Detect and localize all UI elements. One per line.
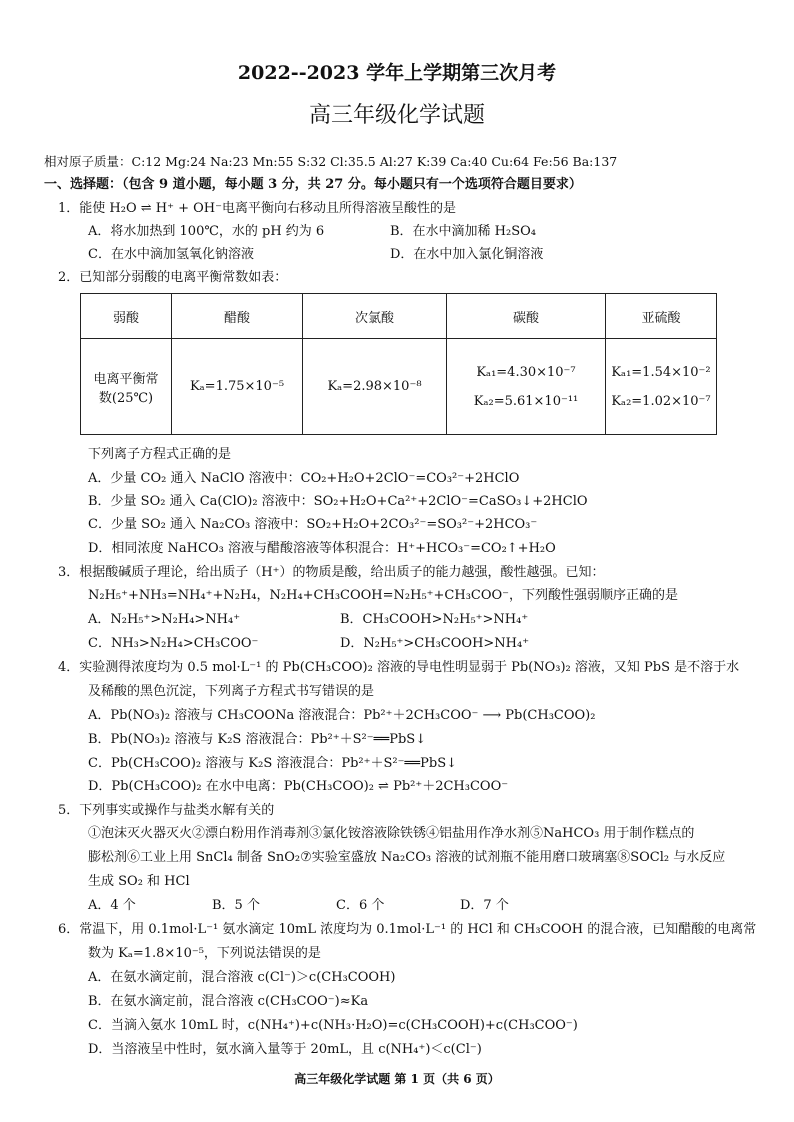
q4-option-a: A．Pb(NO₃)₂ 溶液与 CH₃COONa 溶液混合：Pb²⁺＋2CH₃COO⁻ ⟶ Pb(CH₃COO)₂ bbox=[88, 708, 596, 723]
q5-stem: 5．下列事实或操作与盐类水解有关的 bbox=[58, 803, 275, 818]
carbonic-ka2: Kₐ₂=5.61×10⁻¹¹ bbox=[473, 393, 579, 409]
table-header-cell: 弱酸 bbox=[81, 294, 172, 339]
carbonic-ka1: Kₐ₁=4.30×10⁻⁷ bbox=[476, 364, 576, 380]
table-header-cell: 次氯酸 bbox=[303, 294, 447, 339]
table-header-cell: 醋酸 bbox=[172, 294, 303, 339]
q3-line2: N₂H₅⁺+NH₃=NH₄⁺+N₂H₄，N₂H₄+CH₃COOH=N₂H₅⁺+CH₃COO⁻，下列酸性强弱顺序正确的是 bbox=[88, 588, 679, 603]
q6-option-d: D．当溶液呈中性时，氨水滴入量等于 20mL，且 c(NH₄⁺)＜c(Cl⁻) bbox=[88, 1042, 482, 1057]
q1-option-b: B．在水中滴加稀 H₂SO₄ bbox=[390, 224, 537, 239]
atomic-masses: 相对原子质量：C:12 Mg:24 Na:23 Mn:55 S:32 Cl:35.5 Al:27 K:39 Ca:40 Cu:64 Fe:56 Ba:137 bbox=[44, 154, 618, 169]
sulfurous-ka2: Kₐ₂=1.02×10⁻⁷ bbox=[611, 393, 711, 409]
row-label bbox=[81, 339, 172, 435]
q4-line2: 及稀酸的黑色沉淀，下列离子方程式书写错误的是 bbox=[88, 684, 375, 699]
sulfurous-ka1: Kₐ₁=1.54×10⁻² bbox=[611, 364, 711, 380]
page-footer: 高三年级化学试题 第 1 页（共 6 页） bbox=[294, 1072, 500, 1086]
ionization-constant-table bbox=[80, 293, 717, 435]
q1-option-d: D．在水中加入氯化铜溶液 bbox=[390, 247, 544, 262]
q5-line2: ①泡沫灭火器灭火②漂白粉用作消毒剂③氯化铵溶液除铁锈④铝盐用作净水剂⑤NaHCO₃ 用于制作糕点的 bbox=[88, 826, 695, 841]
q6-option-a: A．在氨水滴定前，混合溶液 c(Cl⁻)＞c(CH₃COOH) bbox=[88, 970, 396, 985]
q5-option-a: A．4 个 bbox=[88, 898, 136, 913]
q2-prompt: 下列离子方程式正确的是 bbox=[88, 447, 232, 462]
q6-stem: 6．常温下，用 0.1mol·L⁻¹ 氨水滴定 10mL 浓度均为 0.1mol·L⁻¹ 的 HCl 和 CH₃COOH 的混合液，已知醋酸的电离常 bbox=[58, 922, 757, 937]
q3-option-c: C．NH₃>N₂H₄>CH₃COO⁻ bbox=[88, 636, 259, 651]
q2-option-d: D．相同浓度 NaHCO₃ 溶液与醋酸溶液等体积混合：H⁺+HCO₃⁻=CO₂↑+H₂O bbox=[88, 541, 556, 556]
q2-option-a: A．少量 CO₂ 通入 NaClO 溶液中：CO₂+H₂O+2ClO⁻=CO₃²⁻+2HClO bbox=[88, 471, 520, 486]
hypochlorous-acid-ka: Kₐ=2.98×10⁻⁸ bbox=[303, 339, 447, 435]
q3-stem: 3．根据酸碱质子理论，给出质子（H⁺）的物质是酸，给出质子的能力越强，酸性越强。已知： bbox=[58, 565, 605, 580]
q2-stem: 2．已知部分弱酸的电离平衡常数如表： bbox=[58, 270, 288, 285]
table-row bbox=[81, 339, 717, 435]
q4-stem: 4．实验测得浓度均为 0.5 mol·L⁻¹ 的 Pb(CH₃COO)₂ 溶液的导电性明显弱于 Pb(NO₃)₂ 溶液，又知 PbS 是不溶于水 bbox=[58, 660, 740, 675]
q3-option-d: D．N₂H₅⁺>CH₃COOH>NH₄⁺ bbox=[340, 636, 530, 651]
q5-option-c: C．6 个 bbox=[336, 898, 385, 913]
exam-title: 2022--2023 学年上学期第三次月考 bbox=[237, 62, 557, 84]
q1-option-a: A．将水加热到 100℃，水的 pH 约为 6 bbox=[88, 224, 325, 239]
q3-option-a: A．N₂H₅⁺>N₂H₄>NH₄⁺ bbox=[88, 612, 241, 627]
q6-line2: 数为 Kₐ=1.8×10⁻⁵，下列说法错误的是 bbox=[88, 946, 321, 961]
q5-option-b: B．5 个 bbox=[212, 898, 260, 913]
carbonic-acid-ka bbox=[447, 339, 606, 435]
q1-stem: 1．能使 H₂O ⇌ H⁺ + OH⁻电离平衡向右移动且所得溶液呈酸性的是 bbox=[58, 201, 456, 216]
q2-option-c: C．少量 SO₂ 通入 Na₂CO₃ 溶液中：SO₂+H₂O+2CO₃²⁻=SO₃²⁻+2HCO₃⁻ bbox=[88, 517, 538, 532]
table-header-cell: 亚硫酸 bbox=[606, 294, 717, 339]
table-header-row bbox=[81, 294, 717, 339]
sulfurous-acid-ka bbox=[606, 339, 717, 435]
section-heading: 一、选择题：（包含 9 道小题，每小题 3 分，共 27 分。每小题只有一个选项符合题目要求） bbox=[44, 177, 582, 192]
exam-subtitle: 高三年级化学试题 bbox=[308, 103, 485, 128]
q5-line4: 生成 SO₂ 和 HCl bbox=[88, 874, 190, 889]
q4-option-c: C．Pb(CH₃COO)₂ 溶液与 K₂S 溶液混合：Pb²⁺＋S²⁻══PbS↓ bbox=[88, 756, 457, 771]
q6-option-c: C．当滴入氨水 10mL 时，c(NH₄⁺)+c(NH₃·H₂O)=c(CH₃COOH)+c(CH₃COO⁻) bbox=[88, 1018, 578, 1033]
q5-option-d: D．7 个 bbox=[460, 898, 509, 913]
q1-option-c: C．在水中滴加氢氧化钠溶液 bbox=[88, 247, 254, 262]
q4-option-d: D．Pb(CH₃COO)₂ 在水中电离：Pb(CH₃COO)₂ ⇌ Pb²⁺＋2CH₃COO⁻ bbox=[88, 779, 509, 794]
acetic-acid-ka: Kₐ=1.75×10⁻⁵ bbox=[172, 339, 303, 435]
q4-option-b: B．Pb(NO₃)₂ 溶液与 K₂S 溶液混合：Pb²⁺＋S²⁻══PbS↓ bbox=[88, 732, 427, 747]
table-header-cell: 碳酸 bbox=[447, 294, 606, 339]
q3-option-b: B．CH₃COOH>N₂H₅⁺>NH₄⁺ bbox=[340, 612, 529, 627]
q5-line3: 膨松剂⑥工业上用 SnCl₄ 制备 SnO₂⑦实验室盛放 Na₂CO₃ 溶液的试剂瓶不能用磨口玻璃塞⑧SOCl₂ 与水反应 bbox=[88, 850, 726, 865]
q6-option-b: B．在氨水滴定前，混合溶液 c(CH₃COO⁻)≈Ka bbox=[88, 994, 369, 1009]
row-label-line: 数(25℃) bbox=[98, 390, 154, 406]
row-label-line: 电离平衡常 bbox=[93, 371, 159, 387]
q2-option-b: B．少量 SO₂ 通入 Ca(ClO)₂ 溶液中：SO₂+H₂O+Ca²⁺+2ClO⁻=CaSO₃↓+2HClO bbox=[88, 494, 588, 509]
